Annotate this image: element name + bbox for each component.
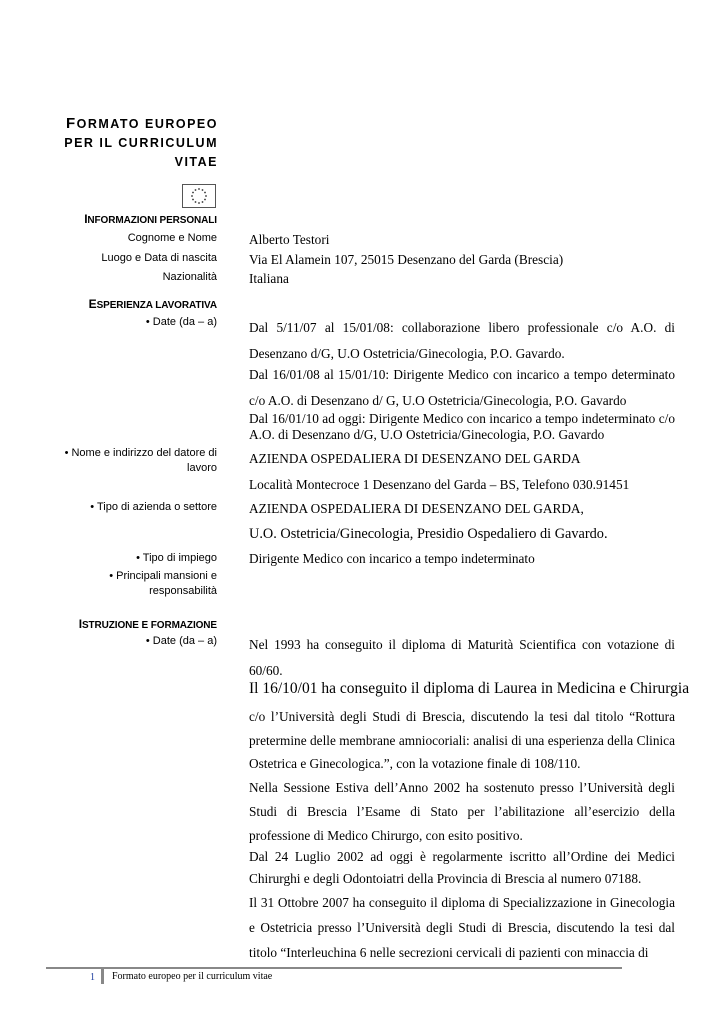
education-p4: Dal 24 Luglio 2002 ad oggi è regolarmente iscritto all’Ordine dei Medici Chirurghi e degli Odontoiatri della Provincia di Brescia al numero 07188.	[249, 849, 675, 886]
label-duties: • Principali mansioni e responsabilità	[109, 570, 217, 597]
label-job-type: • Tipo di impiego	[136, 552, 217, 564]
title-line-3: VITAE	[174, 155, 218, 169]
eu-flag-logo	[182, 184, 216, 208]
value-birth: Via El Alamein 107, 25015 Desenzano del Garda (Brescia)	[249, 252, 564, 267]
education-p3: Nella Sessione Estiva dell’Anno 2002 ha sostenuto presso l’Università degli Studi di Brescia l’Esame di Stato per l’abilitazione all’esercizio della professione di Medico Chirurgo, con esito positivo.	[249, 780, 675, 843]
company-type-2: U.O. Ostetricia/Ginecologia, Presidio Ospedaliero di Gavardo.	[249, 526, 608, 542]
title-initial: F	[65, 115, 77, 132]
employer-address: Località Montecroce 1 Desenzano del Garda – BS, Telefono 030.91451	[249, 477, 630, 492]
section-personal-info	[84, 212, 217, 226]
education-p1: Nel 1993 ha conseguito il diploma di Maturità Scientifica con votazione di 60/60.	[249, 637, 675, 678]
label-employer: • Nome e indirizzo del datore di lavoro	[64, 447, 217, 474]
label-name: Cognome e Nome	[127, 232, 217, 244]
section-title-rest: NFORMAZIONI PERSONALI	[87, 215, 217, 226]
label-work-dates: • Date (da – a)	[145, 316, 217, 328]
cv-title	[40, 114, 218, 172]
footer-divider	[46, 967, 622, 969]
work-dates-2: Dal 16/01/08 al 15/01/10: Dirigente Medico con incarico a tempo determinato c/o A.O. di Desenzano d/ G, U.O Ostetricia/Ginecologia, P.O. Gavardo	[249, 367, 675, 408]
label-company-type: • Tipo di azienda o settore	[90, 501, 217, 513]
work-dates-1: Dal 5/11/07 al 15/01/08: collaborazione libero professionale c/o A.O. di Desenzano d/G, U.O Ostetricia/Ginecologia, P.O. Gavardo.	[249, 320, 675, 361]
label-birth: Luogo e Data di nascita	[101, 252, 217, 264]
section-initial: I	[78, 617, 82, 631]
section-title-rest: SPERIENZA LAVORATIVA	[96, 300, 217, 311]
footer-bar	[101, 969, 104, 984]
title-line-1-rest: ORMATO EUROPEO	[76, 117, 218, 131]
employer-name: AZIENDA OSPEDALIERA DI DESENZANO DEL GARDA	[249, 451, 581, 466]
section-education	[79, 617, 217, 631]
job-type: Dirigente Medico con incarico a tempo indeterminato	[249, 551, 535, 566]
education-p2-rest: c/o l’Università degli Studi di Brescia, discutendo la tesi dal titolo “Rottura pretermine delle membrane amniocoriali: analisi di una esperienza della Clinica Ostetrica e Ginecologica.”, con la votazione finale di 108/110.	[249, 709, 675, 771]
education-p5: Il 31 Ottobre 2007 ha conseguito il diploma di Specializzazione in Ginecologia e Ostetricia presso l’Università degli Studi di Brescia, discutendo la tesi dal titolo “Interleuchina 6 nelle secrezioni cervicali di pazienti con minaccia di	[249, 895, 675, 960]
title-line-2: PER IL CURRICULUM	[64, 136, 218, 150]
label-education-dates: • Date (da – a)	[145, 635, 217, 647]
label-nationality: Nazionalità	[162, 271, 217, 283]
title-line-1	[40, 114, 218, 134]
work-dates-3: Dal 16/01/10 ad oggi: Dirigente Medico con incarico a tempo indeterminato c/o A.O. di Desenzano d/G, U.O Ostetricia/Ginecologia, P.O. Gavardo	[249, 411, 675, 442]
section-work-experience	[89, 297, 217, 311]
company-type-1: AZIENDA OSPEDALIERA DI DESENZANO DEL GARDA,	[249, 501, 584, 516]
education-p2-lead: Il 16/10/01 ha conseguito il diploma di Laurea in Medicina e Chirurgia	[249, 680, 690, 697]
section-title-rest: STRUZIONE E FORMAZIONE	[81, 620, 217, 631]
section-initial: I	[84, 212, 88, 226]
value-name: Alberto Testori	[249, 232, 330, 247]
footer-text: Formato europeo per il curriculum vitae	[112, 971, 273, 982]
value-nationality: Italiana	[249, 271, 289, 286]
section-initial: E	[88, 297, 97, 311]
page-number: 1	[90, 972, 95, 983]
